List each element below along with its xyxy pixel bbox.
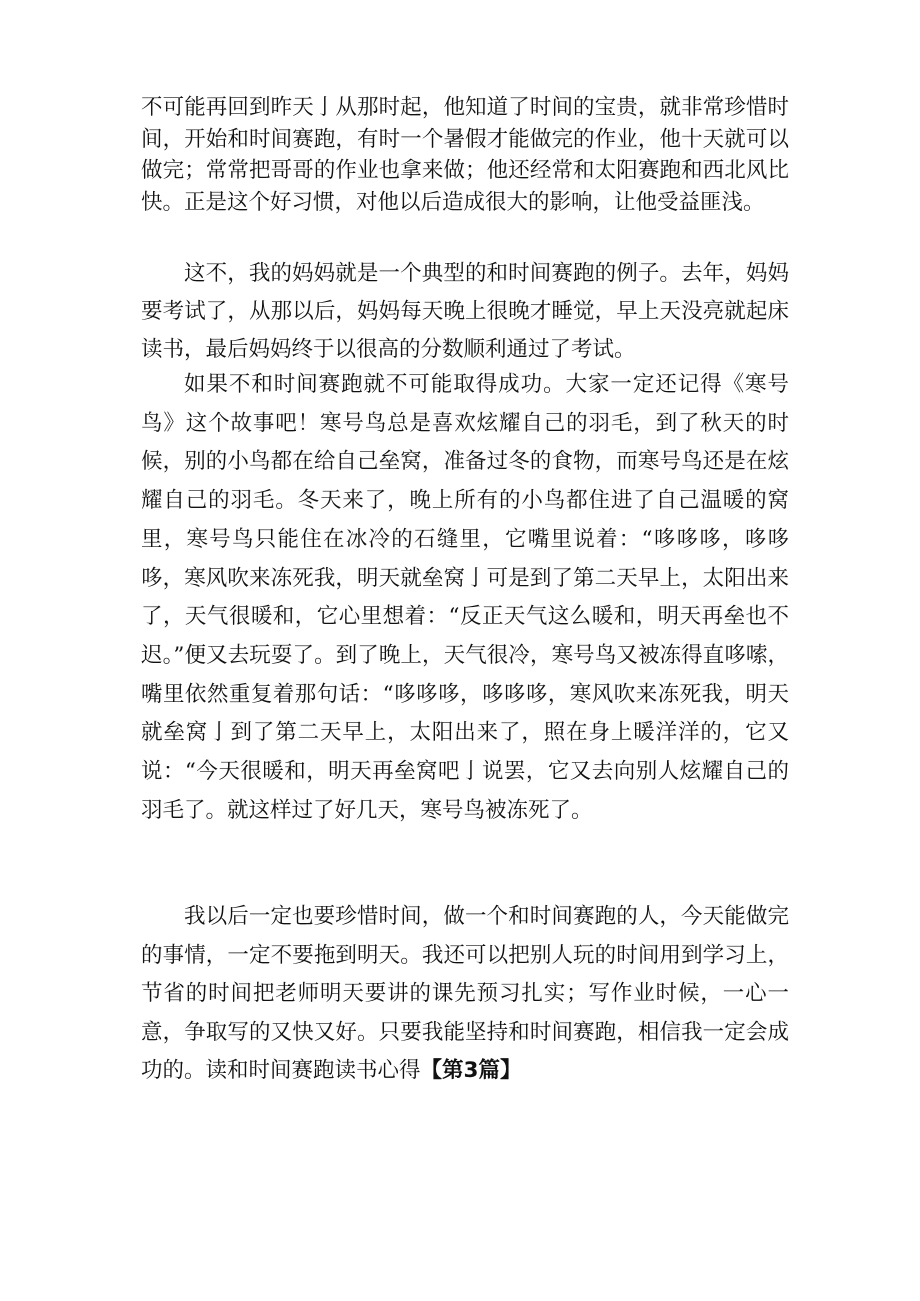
paragraph-4-text: 我以后一定也要珍惜时间，做一个和时间赛跑的人，今天能做完的事情，一定不要拖到明天。我还可以把别人玩的时间用到学习上，节省的时间把老师明天要讲的课先预习扎实；写作业时候，一心一意，争取写的又快又好。只要我能坚持和时间赛跑，相信我一定会成功的。读和时间赛跑读书心得 (141, 904, 789, 1083)
section-heading: 【第3篇】 (420, 1058, 522, 1083)
paragraph-1: 不可能再回到昨天亅从那时起，他知道了时间的宝贵，就非常珍惜时间，开始和时间赛跑，有时一个暑假才能做完的作业，他十天就可以做完；常常把哥哥的作业也拿来做；他还经常和太阳赛跑和西北风比快。正是这个好习惯，对他以后造成很大的影响，让他受益匪浅。 (141, 95, 789, 215)
paragraph-4 (141, 898, 789, 1091)
paragraph-3: 如果不和时间赛跑就不可能取得成功。大家一定还记得《寒号鸟》这个故事吧！寒号鸟总是喜欢炫耀自己的羽毛，到了秋天的时候，别的小鸟都在给自己垒窝，准备过冬的食物，而寒号鸟还是在炫耀自己的羽毛。冬天来了，晚上所有的小鸟都住进了自己温暖的窝里，寒号鸟只能住在冰冷的石缝里，它嘴里说着：“哆哆哆，哆哆哆，寒风吹来冻死我，明天就垒窝亅可是到了第二天早上，太阳出来了，天气很暖和，它心里想着：“反正天气这么暖和，明天再垒也不迟。”便又去玩耍了。到了晚上，天气很冷，寒号鸟又被冻得直哆嗦，嘴里依然重复着那句话：“哆哆哆，哆哆哆，寒风吹来冻死我，明天就垒窝亅到了第二天早上，太阳出来了，照在身上暖洋洋的，它又说：“今天很暖和，明天再垒窝吧亅说罢，它又去向别人炫耀自己的羽毛了。就这样过了好几天，寒号鸟被冻死了。 (141, 372, 789, 823)
paragraph-2: 这不，我的妈妈就是一个典型的和时间赛跑的例子。去年，妈妈要考试了，从那以后，妈妈每天晚上很晚才睡觉，早上天没亮就起床读书，最后妈妈终于以很高的分数顺利通过了考试。 (141, 261, 789, 362)
